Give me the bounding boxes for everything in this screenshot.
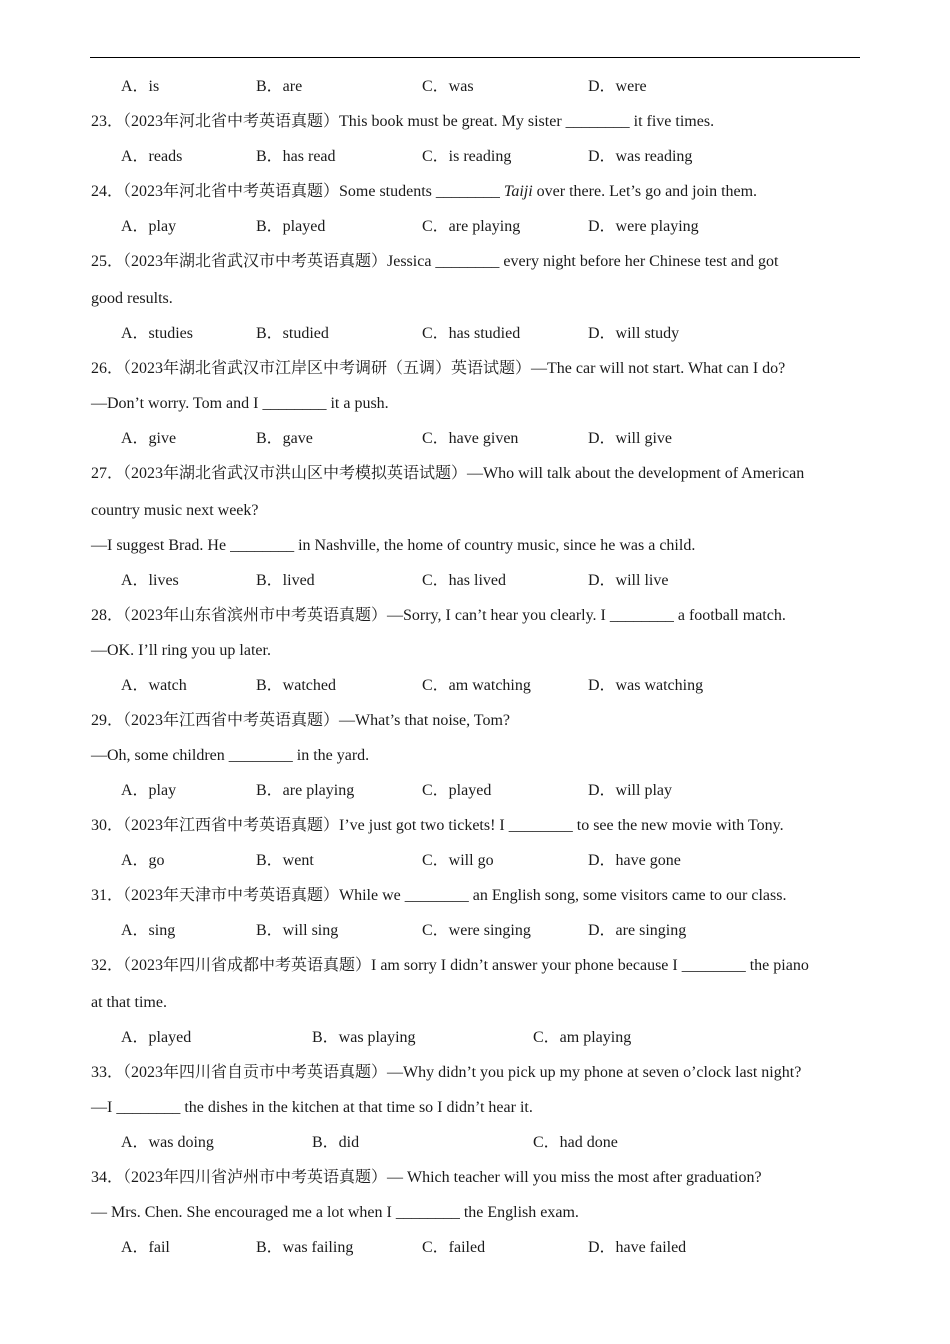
q27-option-b[interactable]: B．lived bbox=[256, 572, 315, 589]
q23-option-d[interactable]: D．was reading bbox=[588, 148, 693, 165]
q32-options bbox=[0, 1027, 950, 1049]
q29-option-b[interactable]: B．are playing bbox=[256, 782, 355, 799]
q22-option-a[interactable]: A．is bbox=[121, 78, 160, 95]
q29-option-a[interactable]: A．play bbox=[121, 782, 177, 799]
q23-option-b[interactable]: B．has read bbox=[256, 148, 336, 165]
q31-option-c[interactable]: C．were singing bbox=[422, 922, 531, 939]
q26-stem-line2: —Don’t worry. Tom and I ________ it a push. bbox=[91, 395, 389, 412]
q27-option-c[interactable]: C．has lived bbox=[422, 572, 506, 589]
q25-option-b[interactable]: B．studied bbox=[256, 325, 329, 342]
q34-options bbox=[0, 1237, 950, 1259]
q29-options bbox=[0, 780, 950, 802]
q28-option-c[interactable]: C．am watching bbox=[422, 677, 531, 694]
q27-stem-line3: —I suggest Brad. He ________ in Nashville, the home of country music, since he was a child. bbox=[91, 537, 696, 554]
q33-option-b[interactable]: B．did bbox=[312, 1134, 360, 1151]
q25-options bbox=[0, 323, 950, 345]
q26-option-b[interactable]: B．gave bbox=[256, 430, 313, 447]
q28-options bbox=[0, 675, 950, 697]
q31-option-a[interactable]: A．sing bbox=[121, 922, 176, 939]
q33-stem-line2: —I ________ the dishes in the kitchen at that time so I didn’t hear it. bbox=[91, 1099, 533, 1116]
q24-stem-part-b: over there. Let’s go and join them. bbox=[532, 183, 758, 200]
q29-stem-line2: —Oh, some children ________ in the yard. bbox=[91, 747, 370, 764]
q34-option-b[interactable]: B．was failing bbox=[256, 1239, 354, 1256]
q32-stem-line1: 32．（2023年四川省成都中考英语真题）I am sorry I didn’t answer your phone because I ________ the piano bbox=[91, 957, 809, 974]
q25-stem-line1: 25．（2023年湖北省武汉市中考英语真题）Jessica ________ every night before her Chinese test and got bbox=[91, 253, 779, 270]
q32-option-b[interactable]: B．was playing bbox=[312, 1029, 416, 1046]
q34-stem-line1: 34．（2023年四川省泸州市中考英语真题）— Which teacher will you miss the most after graduation? bbox=[91, 1169, 762, 1186]
q25-stem-line2: good results. bbox=[91, 290, 173, 307]
q22-option-c[interactable]: C．was bbox=[422, 78, 474, 95]
q29-stem-line1: 29．（2023年江西省中考英语真题）—What’s that noise, Tom? bbox=[91, 712, 511, 729]
q32-option-c[interactable]: C．am playing bbox=[533, 1029, 632, 1046]
q33-option-c[interactable]: C．had done bbox=[533, 1134, 618, 1151]
q22-option-d[interactable]: D．were bbox=[588, 78, 647, 95]
q25-option-a[interactable]: A．studies bbox=[121, 325, 194, 342]
q28-option-d[interactable]: D．was watching bbox=[588, 677, 704, 694]
q31-option-d[interactable]: D．are singing bbox=[588, 922, 687, 939]
q32-option-a[interactable]: A．played bbox=[121, 1029, 192, 1046]
q27-stem-line1: 27．（2023年湖北省武汉市洪山区中考模拟英语试题）—Who will talk about the development of American bbox=[91, 465, 805, 482]
q24-stem bbox=[91, 181, 757, 203]
q28-stem-line1: 28．（2023年山东省滨州市中考英语真题）—Sorry, I can’t hear you clearly. I ________ a football match. bbox=[91, 607, 786, 624]
q26-stem-line1: 26．（2023年湖北省武汉市江岸区中考调研（五调）英语试题）—The car will not start. What can I do? bbox=[91, 360, 786, 377]
q26-option-a[interactable]: A．give bbox=[121, 430, 177, 447]
q26-option-d[interactable]: D．will give bbox=[588, 430, 672, 447]
q29-option-d[interactable]: D．will play bbox=[588, 782, 672, 799]
q22-options bbox=[0, 76, 950, 98]
q25-option-d[interactable]: D．will study bbox=[588, 325, 680, 342]
q28-option-a[interactable]: A．watch bbox=[121, 677, 187, 694]
q24-option-a[interactable]: A．play bbox=[121, 218, 177, 235]
q30-option-a[interactable]: A．go bbox=[121, 852, 165, 869]
q34-stem-line2: — Mrs. Chen. She encouraged me a lot when I ________ the English exam. bbox=[91, 1204, 579, 1221]
q26-options bbox=[0, 428, 950, 450]
q34-option-a[interactable]: A．fail bbox=[121, 1239, 170, 1256]
q27-option-a[interactable]: A．lives bbox=[121, 572, 179, 589]
q34-option-c[interactable]: C．failed bbox=[422, 1239, 486, 1256]
q24-option-d[interactable]: D．were playing bbox=[588, 218, 699, 235]
q22-option-b[interactable]: B．are bbox=[256, 78, 303, 95]
q27-options bbox=[0, 570, 950, 592]
q33-option-a[interactable]: A．was doing bbox=[121, 1134, 214, 1151]
q33-options bbox=[0, 1132, 950, 1154]
q24-stem-italic: Taiji bbox=[503, 183, 533, 200]
q26-option-c[interactable]: C．have given bbox=[422, 430, 519, 447]
q27-option-d[interactable]: D．will live bbox=[588, 572, 669, 589]
q31-options bbox=[0, 920, 950, 942]
q33-stem-line1: 33．（2023年四川省自贡市中考英语真题）—Why didn’t you pick up my phone at seven o’clock last night? bbox=[91, 1064, 802, 1081]
q30-option-d[interactable]: D．have gone bbox=[588, 852, 681, 869]
q24-stem-part-a: 24．（2023年河北省中考英语真题）Some students ________ bbox=[91, 183, 504, 200]
q24-option-b[interactable]: B．played bbox=[256, 218, 326, 235]
q32-stem-line2: at that time. bbox=[91, 994, 167, 1011]
q31-stem: 31．（2023年天津市中考英语真题）While we ________ an English song, some visitors came to our class. bbox=[91, 887, 787, 904]
q23-option-a[interactable]: A．reads bbox=[121, 148, 183, 165]
q24-option-c[interactable]: C．are playing bbox=[422, 218, 521, 235]
q23-option-c[interactable]: C．is reading bbox=[422, 148, 512, 165]
q23-options bbox=[0, 146, 950, 168]
header-rule bbox=[90, 57, 860, 58]
q31-option-b[interactable]: B．will sing bbox=[256, 922, 339, 939]
q30-option-b[interactable]: B．went bbox=[256, 852, 314, 869]
q30-option-c[interactable]: C．will go bbox=[422, 852, 494, 869]
q29-option-c[interactable]: C．played bbox=[422, 782, 492, 799]
q25-option-c[interactable]: C．has studied bbox=[422, 325, 521, 342]
q30-options bbox=[0, 850, 950, 872]
q28-stem-line2: —OK. I’ll ring you up later. bbox=[91, 642, 271, 659]
q30-stem: 30．（2023年江西省中考英语真题）I’ve just got two tickets! I ________ to see the new movie with Tony. bbox=[91, 817, 784, 834]
q34-option-d[interactable]: D．have failed bbox=[588, 1239, 687, 1256]
q24-options bbox=[0, 216, 950, 238]
q23-stem: 23．（2023年河北省中考英语真题）This book must be great. My sister ________ it five times. bbox=[91, 113, 715, 130]
q27-stem-line2: country music next week? bbox=[91, 502, 259, 519]
q28-option-b[interactable]: B．watched bbox=[256, 677, 336, 694]
